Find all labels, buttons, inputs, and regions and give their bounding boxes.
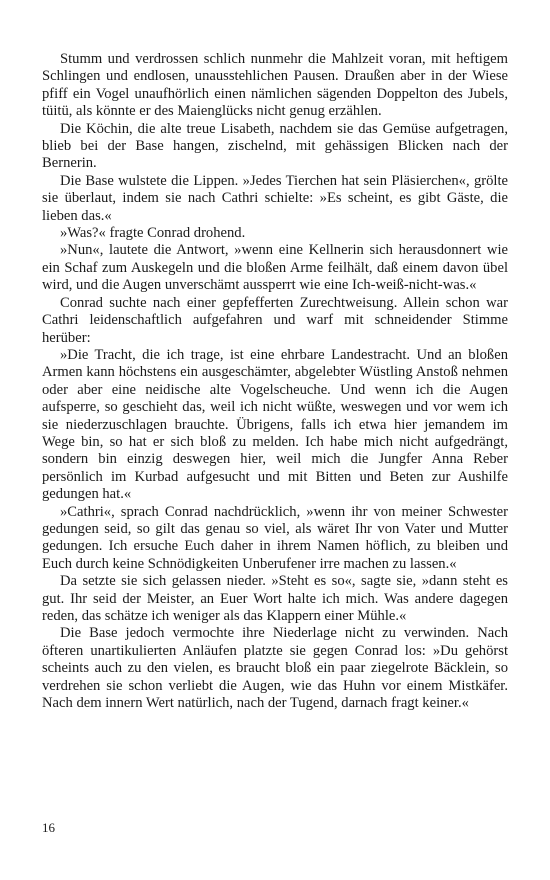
page-number: 16 [42,820,55,835]
paragraph: »Nun«, lautete die Antwort, »wenn eine Kellnerin sich herausdonnert wie ein Schaf zum Auskegeln und die bloßen Arme feilhält, daß einem davon übel wird, und die Augen unverschämt aussperrt wie eine Ich-weiß-nicht-was.« [42,242,508,294]
book-page-text [42,51,508,712]
paragraph: Stumm und verdrossen schlich nunmehr die Mahlzeit voran, mit heftigem Schlingen und endlosen, unausstehlichen Pausen. Draußen aber in der Wiese pfiff ein Vogel unaufhörlich einen nämlichen sägenden Doppelton des Jubels, tüitü, als könnte er des Maienglücks nicht genug erzählen. [42,51,508,120]
paragraph: Da setzte sie sich gelassen nieder. »Steht es so«, sagte sie, »dann steht es gut. Ihr seid der Meister, an Euer Wort halte ich mich. Was andere dagegen reden, das schätze ich weniger als das Klappern einer Mühle.« [42,573,508,624]
paragraph: »Cathri«, sprach Conrad nachdrücklich, »wenn ihr von meiner Schwester gedungen seid, so gilt das genau so viel, als wäret Ihr von Vater und Mutter gedungen. Ich ersuche Euch daher in ihrem Namen höflich, zu bleiben und Euch durch keine Schnödigkeiten Unberufener irre machen zu lassen.« [42,503,508,572]
paragraph: Die Base wulstete die Lippen. »Jedes Tierchen hat sein Pläsierchen«, grölte sie überlaut, indem sie nach Cathri schielte: »Es scheint, es gibt Gäste, die lieben das.« [42,172,508,224]
paragraph: »Was?« fragte Conrad drohend. [60,225,246,242]
paragraph: Conrad suchte nach einer gepfefferten Zurechtweisung. Allein schon war Cathri leidenschaftlich aufgefahren und warf mit schneidender Stimme herüber: [42,294,508,346]
paragraph: Die Base jedoch vermochte ihre Niederlage nicht zu verwinden. Nach öfteren unartikulierten Anläufen platzte sie gegen Conrad los: »Du gehörst scheints auch zu den vielen, es braucht bloß ein paar ziegelrote Bäcklein, so verdrehen sie schon verliebt die Augen, wie das Huhn vor einem Mistkäfer. Nach dem innern Wert natürlich, nach der Tugend, darnach fragt keiner.« [42,625,508,712]
paragraph: »Die Tracht, die ich trage, ist eine ehrbare Landestracht. Und an bloßen Armen kann höchstens ein ausgeschämter, abgelebter Wüstling Anstoß nehmen oder aber eine neidische alte Vogelscheuche. Und wenn ich die Augen aufsperre, so geschieht das, weil ich nicht wüßte, weswegen und vor wem ich sie niederzuschlagen brauchte. Übrigens, falls ich etwa hier jemandem im Wege bin, so hat er sich bloß zu melden. Ich habe mich nicht aufgedrängt, sondern bin einzig deswegen hier, weil mich die Jungfer Anna Reber persönlich im Kurbad aufgesucht und mit Bitten und Beten zur Aushilfe gedungen hat.« [42,346,508,503]
paragraph: Die Köchin, die alte treue Lisabeth, nachdem sie das Gemüse aufgetragen, blieb bei der Base hangen, zischelnd, mit gehässigen Blicken nach der Bernerin. [42,120,508,172]
